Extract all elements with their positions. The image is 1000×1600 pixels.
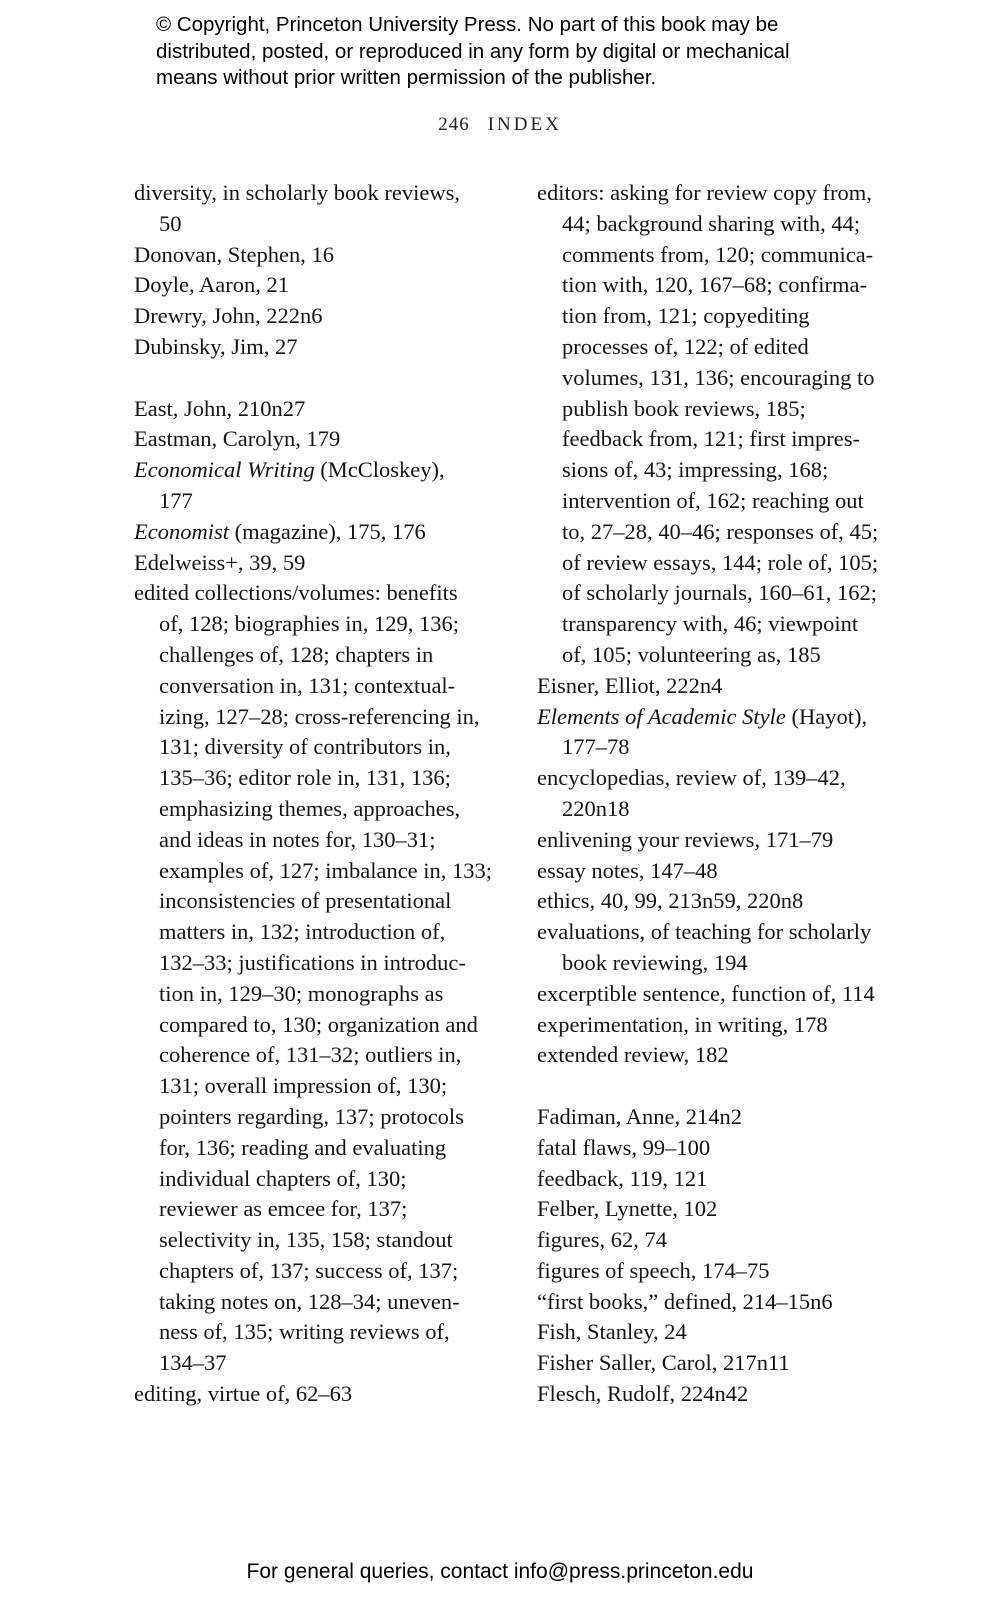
index-entry-continuation: matters in, 132; introduction of, — [159, 919, 446, 945]
index-entry-continuation: 220n18 — [562, 795, 630, 821]
footer-contact: For general queries, contact info@press.princeton.edu — [246, 1560, 754, 1583]
index-entry-continuation: tion with, 120, 167–68; confirma- — [562, 272, 867, 298]
index-entry-continuation: to, 27–28, 40–46; responses of, 45; — [562, 518, 879, 544]
index-entry-continuation: 50 — [159, 210, 182, 236]
index-entry-headword: feedback, 119, 121 — [537, 1165, 708, 1191]
index-entry-continuation: of, 128; biographies in, 129, 136; — [159, 611, 459, 637]
index-entry-headword: Dubinsky, Jim, 27 — [134, 333, 298, 359]
letter-group-gap — [134, 363, 514, 394]
index-entry-headword: Felber, Lynette, 102 — [537, 1196, 718, 1222]
index-entry — [134, 1379, 514, 1410]
index-entry — [134, 455, 514, 517]
index-column-right — [537, 178, 917, 1410]
section-title: INDEX — [487, 114, 562, 135]
index-entry — [537, 1102, 917, 1133]
index-entry-continuation: 177–78 — [562, 734, 630, 760]
index-entry — [537, 1225, 917, 1256]
index-entry — [537, 917, 917, 979]
italic-title: Elements of Academic Style — [537, 703, 786, 729]
index-entry-continuation: feedback from, 121; first impres- — [562, 426, 861, 452]
index-entry-headword: Elements of Academic Style (Hayot), — [537, 703, 868, 729]
index-entry-continuation: comments from, 120; communica- — [562, 241, 874, 267]
index-entry-headword: East, John, 210n27 — [134, 395, 306, 421]
index-entry — [537, 1256, 917, 1287]
copyright-line: © Copyright, Princeton University Press. No part of this book may be — [156, 13, 779, 36]
index-entry-continuation: 44; background sharing with, 44; — [562, 210, 861, 236]
index-entry-continuation: and ideas in notes for, 130–31; — [159, 826, 436, 852]
index-entry — [134, 301, 514, 332]
index-entry — [134, 517, 514, 548]
index-entry — [537, 1379, 917, 1410]
index-entry-continuation: 131; diversity of contributors in, — [159, 734, 451, 760]
index-entry-continuation: 132–33; justifications in introduc- — [159, 949, 466, 975]
index-entry-continuation: inconsistencies of presentational — [159, 888, 452, 914]
index-entry-continuation: challenges of, 128; chapters in — [159, 641, 434, 667]
index-entry-continuation: chapters of, 137; success of, 137; — [159, 1257, 459, 1283]
index-entry-headword: Fadiman, Anne, 214n2 — [537, 1103, 742, 1129]
index-entry-headword: excerptible sentence, function of, 114 — [537, 980, 875, 1006]
running-head — [0, 114, 1000, 136]
index-entry-continuation: emphasizing themes, approaches, — [159, 795, 461, 821]
index-entry — [537, 1040, 917, 1071]
italic-title: Economical Writing — [134, 457, 315, 483]
index-entry-headword: evaluations, of teaching for scholarly — [537, 919, 872, 945]
index-entry-continuation: examples of, 127; imbalance in, 133; — [159, 857, 493, 883]
index-entry-headword: Flesch, Rudolf, 224n42 — [537, 1381, 749, 1407]
index-entry — [134, 394, 514, 425]
index-entry-headword: Fisher Saller, Carol, 217n11 — [537, 1350, 790, 1376]
index-entry-continuation: ness of, 135; writing reviews of, — [159, 1319, 450, 1345]
index-entry-headword: diversity, in scholarly book reviews, — [134, 180, 460, 205]
index-entry-continuation: intervention of, 162; reaching out — [562, 487, 864, 513]
index-entry — [134, 332, 514, 363]
index-entry — [537, 1010, 917, 1041]
index-entry-headword: Economical Writing (McCloskey), — [134, 457, 445, 483]
index-entry — [134, 270, 514, 301]
index-entry-headword: edited collections/volumes: benefits — [134, 580, 458, 606]
index-entry-continuation: processes of, 122; of edited — [562, 333, 809, 359]
index-entry — [134, 178, 514, 240]
index-entry-continuation: individual chapters of, 130; — [159, 1165, 407, 1191]
index-entry-continuation: of review essays, 144; role of, 105; — [562, 549, 879, 575]
index-entry-headword: essay notes, 147–48 — [537, 857, 718, 883]
index-entry-headword: figures of speech, 174–75 — [537, 1257, 770, 1283]
index-entry-continuation: reviewer as emcee for, 137; — [159, 1196, 408, 1222]
index-entry — [537, 886, 917, 917]
index-entry-continuation: tion in, 129–30; monographs as — [159, 980, 444, 1006]
italic-title: Economist — [134, 518, 229, 544]
index-entry-continuation: 177 — [159, 487, 193, 513]
index-entry-headword: enlivening your reviews, 171–79 — [537, 826, 834, 852]
copyright-line: distributed, posted, or reproduced in any form by digital or mechanical — [156, 39, 790, 63]
index-entry-headword: encyclopedias, review of, 139–42, — [537, 765, 846, 791]
index-entry-continuation: coherence of, 131–32; outliers in, — [159, 1042, 462, 1068]
index-entry-continuation: for, 136; reading and evaluating — [159, 1134, 447, 1160]
index-entry-continuation: izing, 127–28; cross-referencing in, — [159, 703, 480, 729]
index-entry — [134, 240, 514, 271]
index-entry-continuation: volumes, 131, 136; encouraging to — [562, 364, 875, 390]
index-entry — [537, 702, 917, 764]
index-entry-continuation: conversation in, 131; contextual- — [159, 672, 456, 698]
index-entry — [537, 671, 917, 702]
index-entry — [537, 1164, 917, 1195]
index-entry-continuation: sions of, 43; impressing, 168; — [562, 457, 829, 483]
index-column-left — [134, 178, 514, 1410]
index-entry — [134, 424, 514, 455]
index-entry-headword: ethics, 40, 99, 213n59, 220n8 — [537, 888, 804, 914]
index-entry — [134, 578, 514, 1379]
index-entry-headword: experimentation, in writing, 178 — [537, 1011, 828, 1037]
index-entry-headword: Donovan, Stephen, 16 — [134, 241, 334, 267]
index-entry-continuation: publish book reviews, 185; — [562, 395, 806, 421]
index-entry-continuation: 135–36; editor role in, 131, 136; — [159, 765, 451, 791]
index-entry-continuation: of scholarly journals, 160–61, 162; — [562, 580, 877, 606]
index-entry-continuation: pointers regarding, 137; protocols — [159, 1103, 464, 1129]
index-entry-headword: fatal flaws, 99–100 — [537, 1134, 711, 1160]
index-entry — [537, 1287, 917, 1318]
index-entry — [537, 178, 917, 671]
index-entry-headword: editors: asking for review copy from, — [537, 180, 872, 205]
index-entry — [537, 825, 917, 856]
index-entry-headword: “first books,” defined, 214–15n6 — [537, 1288, 833, 1314]
index-entry-continuation: book reviewing, 194 — [562, 949, 748, 975]
index-entry-continuation: tion from, 121; copyediting — [562, 303, 810, 329]
index-entry-headword: editing, virtue of, 62–63 — [134, 1381, 353, 1407]
index-entry-continuation: compared to, 130; organization and — [159, 1011, 478, 1037]
index-entry-headword: extended review, 182 — [537, 1042, 729, 1068]
index-entry-headword: Doyle, Aaron, 21 — [134, 272, 289, 298]
letter-group-gap — [537, 1071, 917, 1102]
index-entry — [537, 1317, 917, 1348]
index-entry-continuation: selectivity in, 135, 158; standout — [159, 1227, 453, 1253]
index-entry-headword: Eisner, Elliot, 222n4 — [537, 672, 723, 698]
index-entry-headword: Fish, Stanley, 24 — [537, 1319, 687, 1345]
index-entry-headword: Eastman, Carolyn, 179 — [134, 426, 341, 452]
index-entry — [134, 548, 514, 579]
index-entry — [537, 1194, 917, 1225]
index-entry-continuation: 134–37 — [159, 1350, 227, 1376]
index-entry-continuation: transparency with, 46; viewpoint — [562, 611, 859, 637]
copyright-line: means without prior written permission of the publisher. — [156, 66, 657, 89]
index-entry-continuation: 131; overall impression of, 130; — [159, 1073, 448, 1099]
index-entry-headword: figures, 62, 74 — [537, 1227, 667, 1253]
index-entry-headword: Edelweiss+, 39, 59 — [134, 549, 306, 575]
index-entry — [537, 979, 917, 1010]
index-entry — [537, 856, 917, 887]
index-entry-headword: Drewry, John, 222n6 — [134, 303, 323, 329]
index-entry-continuation: taking notes on, 128–34; uneven- — [159, 1288, 460, 1314]
page-number: 246 — [438, 114, 470, 135]
copyright-notice — [156, 12, 916, 92]
index-entry — [537, 1348, 917, 1379]
index-entry — [537, 1133, 917, 1164]
index-entry-headword: Economist (magazine), 175, 176 — [134, 518, 426, 544]
index-entry-continuation: of, 105; volunteering as, 185 — [562, 641, 821, 667]
index-entry — [537, 763, 917, 825]
